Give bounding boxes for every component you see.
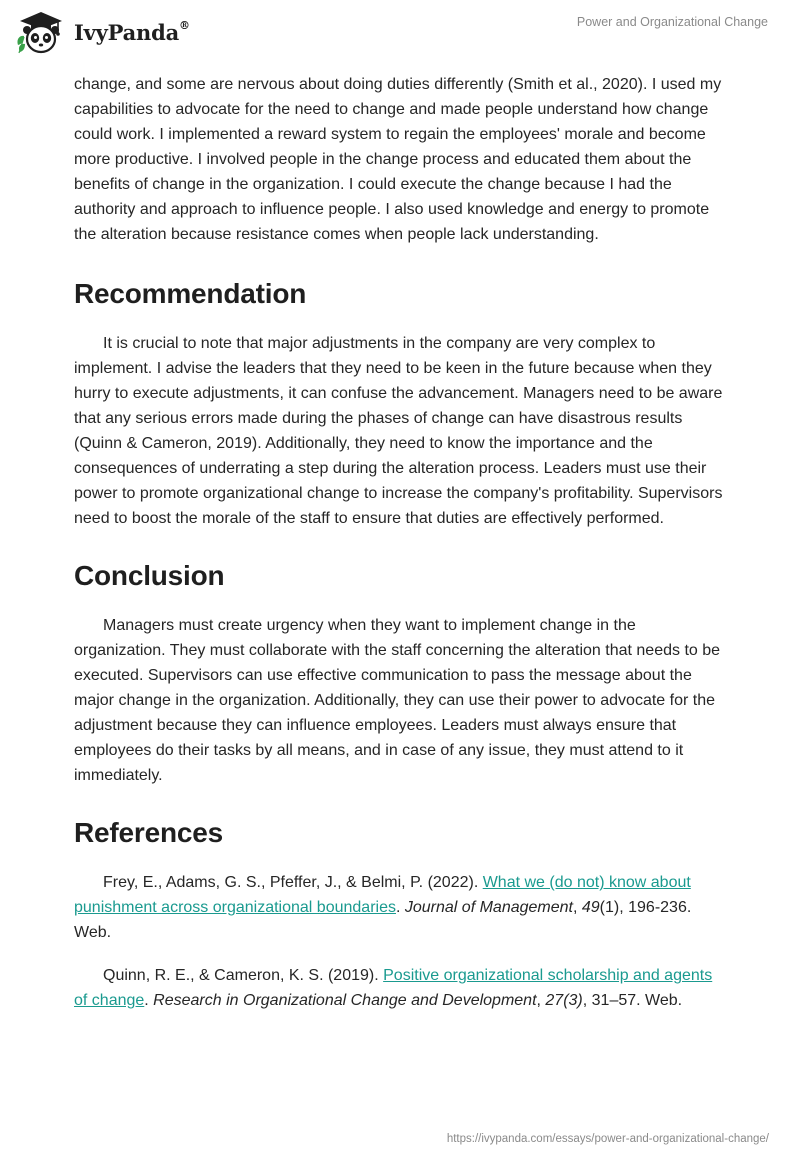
reference-authors: Quinn, R. E., & Cameron, K. S. (2019). xyxy=(103,967,384,984)
conclusion-heading: Conclusion xyxy=(74,560,225,591)
panda-graduate-icon xyxy=(14,9,66,55)
reference-authors: Frey, E., Adams, G. S., Pfeffer, J., & Belmi, P. (2022). xyxy=(103,874,483,891)
conclusion-paragraph: Managers must create urgency when they want to implement change in the organization. They must collaborate with the staff concerning the alteration that needs to be executed. Supervisors can use effective communication to pass the message about the major change in the organization. Additionally, they can use their power to advocate for the adjustment because they can influence employees. Leaders must always ensure that employees do their tasks by all means, and in case of any issue, they must attend to it immediately. xyxy=(74,617,721,784)
ivypanda-logo[interactable] xyxy=(14,8,190,56)
reference-journal: Journal of Management xyxy=(404,899,573,916)
brand-name: IvyPanda® xyxy=(74,18,190,45)
reference-item xyxy=(74,870,726,945)
reference-volume: 27(3) xyxy=(545,992,583,1009)
recommendation-paragraph: It is crucial to note that major adjustments in the company are very complex to implement. I advise the leaders that they need to be keen in the future because when they hurry to execute adjustments, it can confuse the advancement. Managers need to be aware that any serious errors made during the phases of change can have disastrous results (Quinn & Cameron, 2019). Additionally, they need to know the importance and the consequences of underrating a step during the alteration process. Leaders must use their power to promote organizational change to increase the company's profitability. Supervisors need to boost the morale of the staff to ensure that duties are effectively performed. xyxy=(74,335,723,527)
reference-issue: (1), 196-236. Web. xyxy=(74,899,692,941)
reference-item xyxy=(74,963,726,1013)
reference-link[interactable]: Positive organizational scholarship and agents of change xyxy=(74,967,713,1009)
references-heading: References xyxy=(74,817,223,848)
reference-sep: , xyxy=(536,992,546,1009)
source-url[interactable]: https://ivypanda.com/essays/power-and-organizational-change/ xyxy=(446,1133,769,1145)
reference-link[interactable]: What we (do not) know about punishment across organizational boundaries xyxy=(74,874,691,916)
essay-body xyxy=(74,72,726,1013)
reference-sep: , xyxy=(572,899,582,916)
reference-punct: . xyxy=(395,899,405,916)
document-title: Power and Organizational Change xyxy=(576,15,768,29)
recommendation-heading: Recommendation xyxy=(74,278,307,309)
intro-paragraph: change, and some are nervous about doing duties differently (Smith et al., 2020). I used my capabilities to advocate for the need to change and made people understand how change could work. I implemented a reward system to regain the employees' morale and become more productive. I involved people in the change process and educated them about the benefits of change in the organization. I could execute the change because I had the authority and approach to influence people. I also used knowledge and energy to promote the alteration because resistance comes when people lack understanding. xyxy=(74,76,722,243)
reference-journal: Research in Organizational Change and Development xyxy=(153,992,537,1009)
page-header xyxy=(0,0,800,70)
reference-punct: . xyxy=(144,992,154,1009)
registered-mark: ® xyxy=(179,18,190,32)
reference-issue: , 31–57. Web. xyxy=(582,992,683,1009)
reference-volume: 49 xyxy=(581,899,600,916)
